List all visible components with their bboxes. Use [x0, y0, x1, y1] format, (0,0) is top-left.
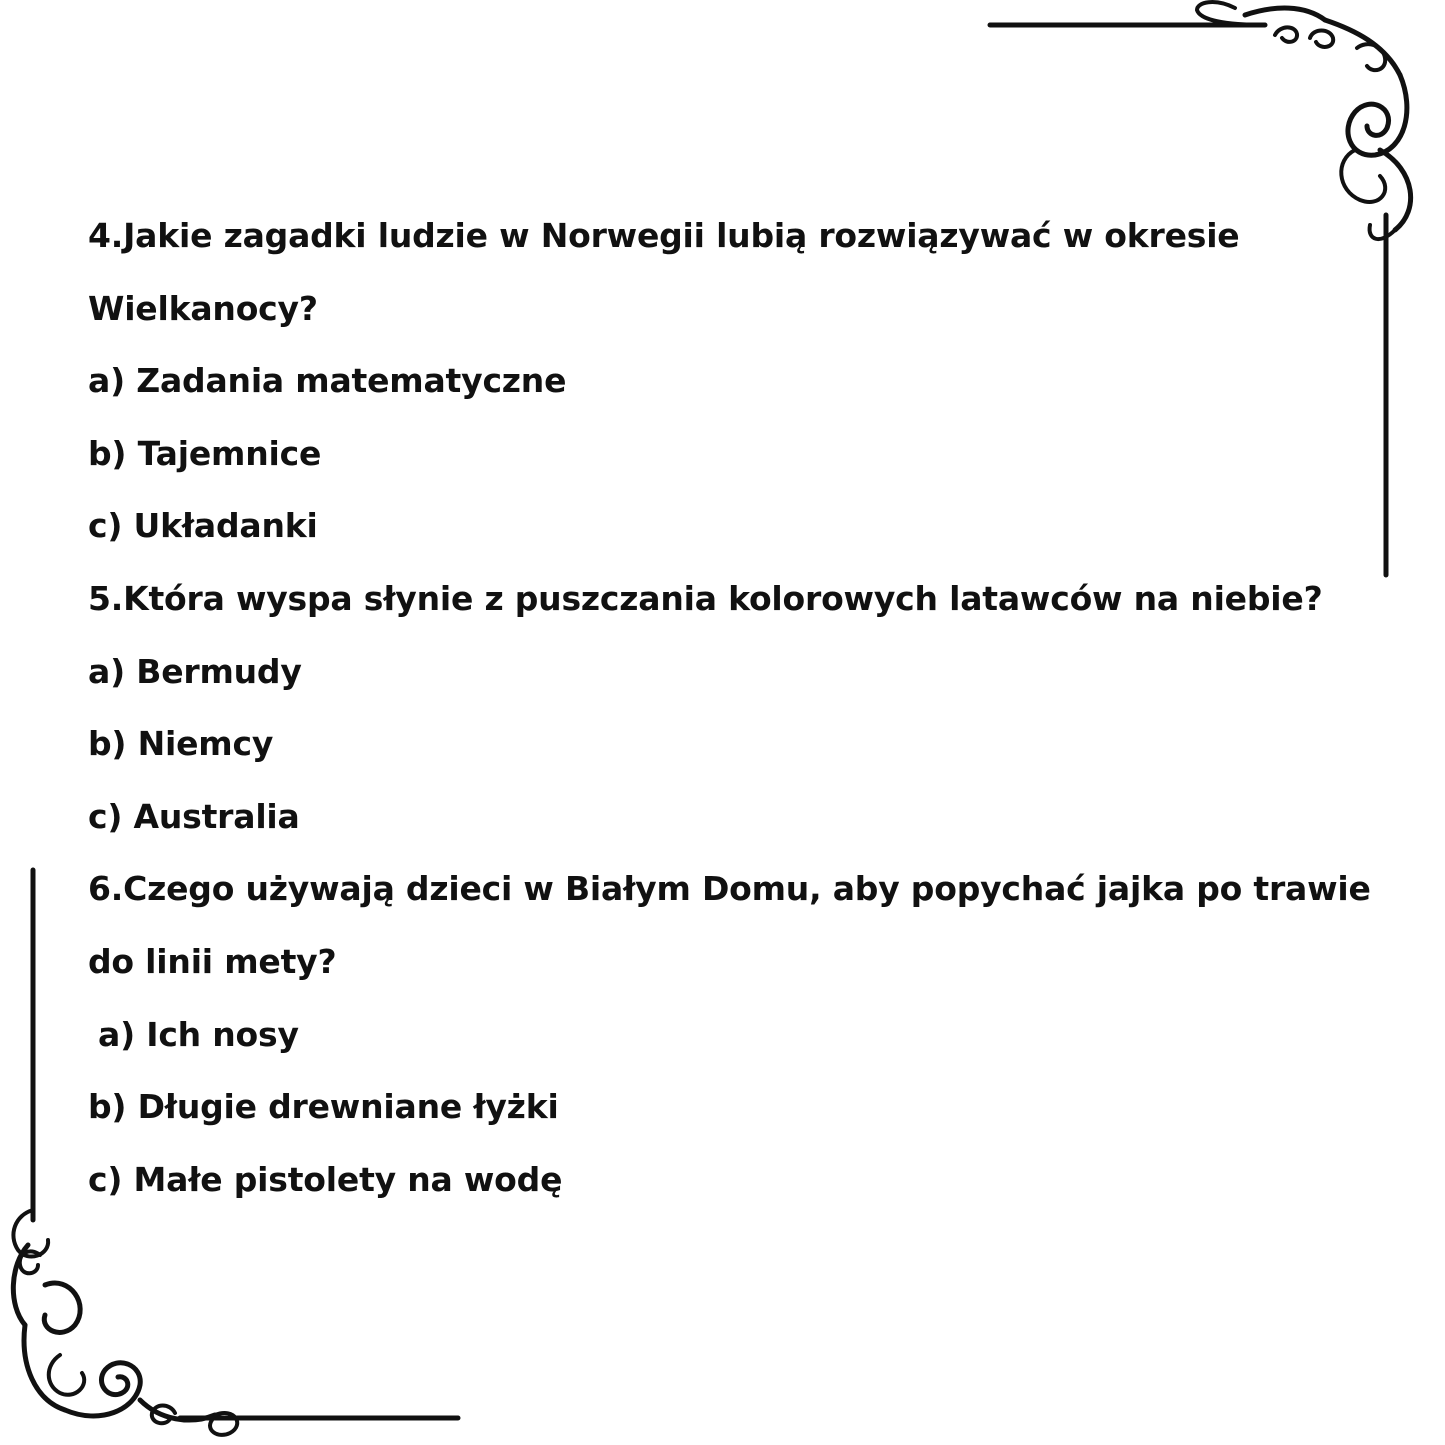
quiz-content	[88, 200, 1371, 1216]
question-5-option-c: c) Australia	[88, 796, 300, 836]
question-6-option-c: c) Małe pistolety na wodę	[88, 1159, 563, 1199]
question-4-line-1: 4.Jakie zagadki ludzie w Norwegii lubią rozwiązywać w okresie	[88, 216, 1240, 255]
question-5-option-b: b) Niemcy	[88, 724, 274, 764]
question-4-option-c: c) Układanki	[88, 506, 318, 546]
question-4-option-b: b) Tajemnice	[88, 433, 322, 473]
question-6-option-a: a) Ich nosy	[98, 1014, 299, 1054]
question-6-line-2: do linii mety?	[88, 941, 337, 981]
question-4-option-a: a) Zadania matematyczne	[88, 361, 567, 401]
question-5-line-1: 5.Która wyspa słynie z puszczania kolorowych latawców na niebie?	[88, 578, 1323, 618]
question-6-line-1: 6.Czego używają dzieci w Białym Domu, aby popychać jajka po trawie	[88, 869, 1371, 909]
question-4-line-2: Wielkanocy?	[88, 288, 318, 328]
question-5-option-a: a) Bermudy	[88, 651, 302, 691]
question-6-option-b: b) Długie drewniane łyżki	[88, 1087, 559, 1127]
